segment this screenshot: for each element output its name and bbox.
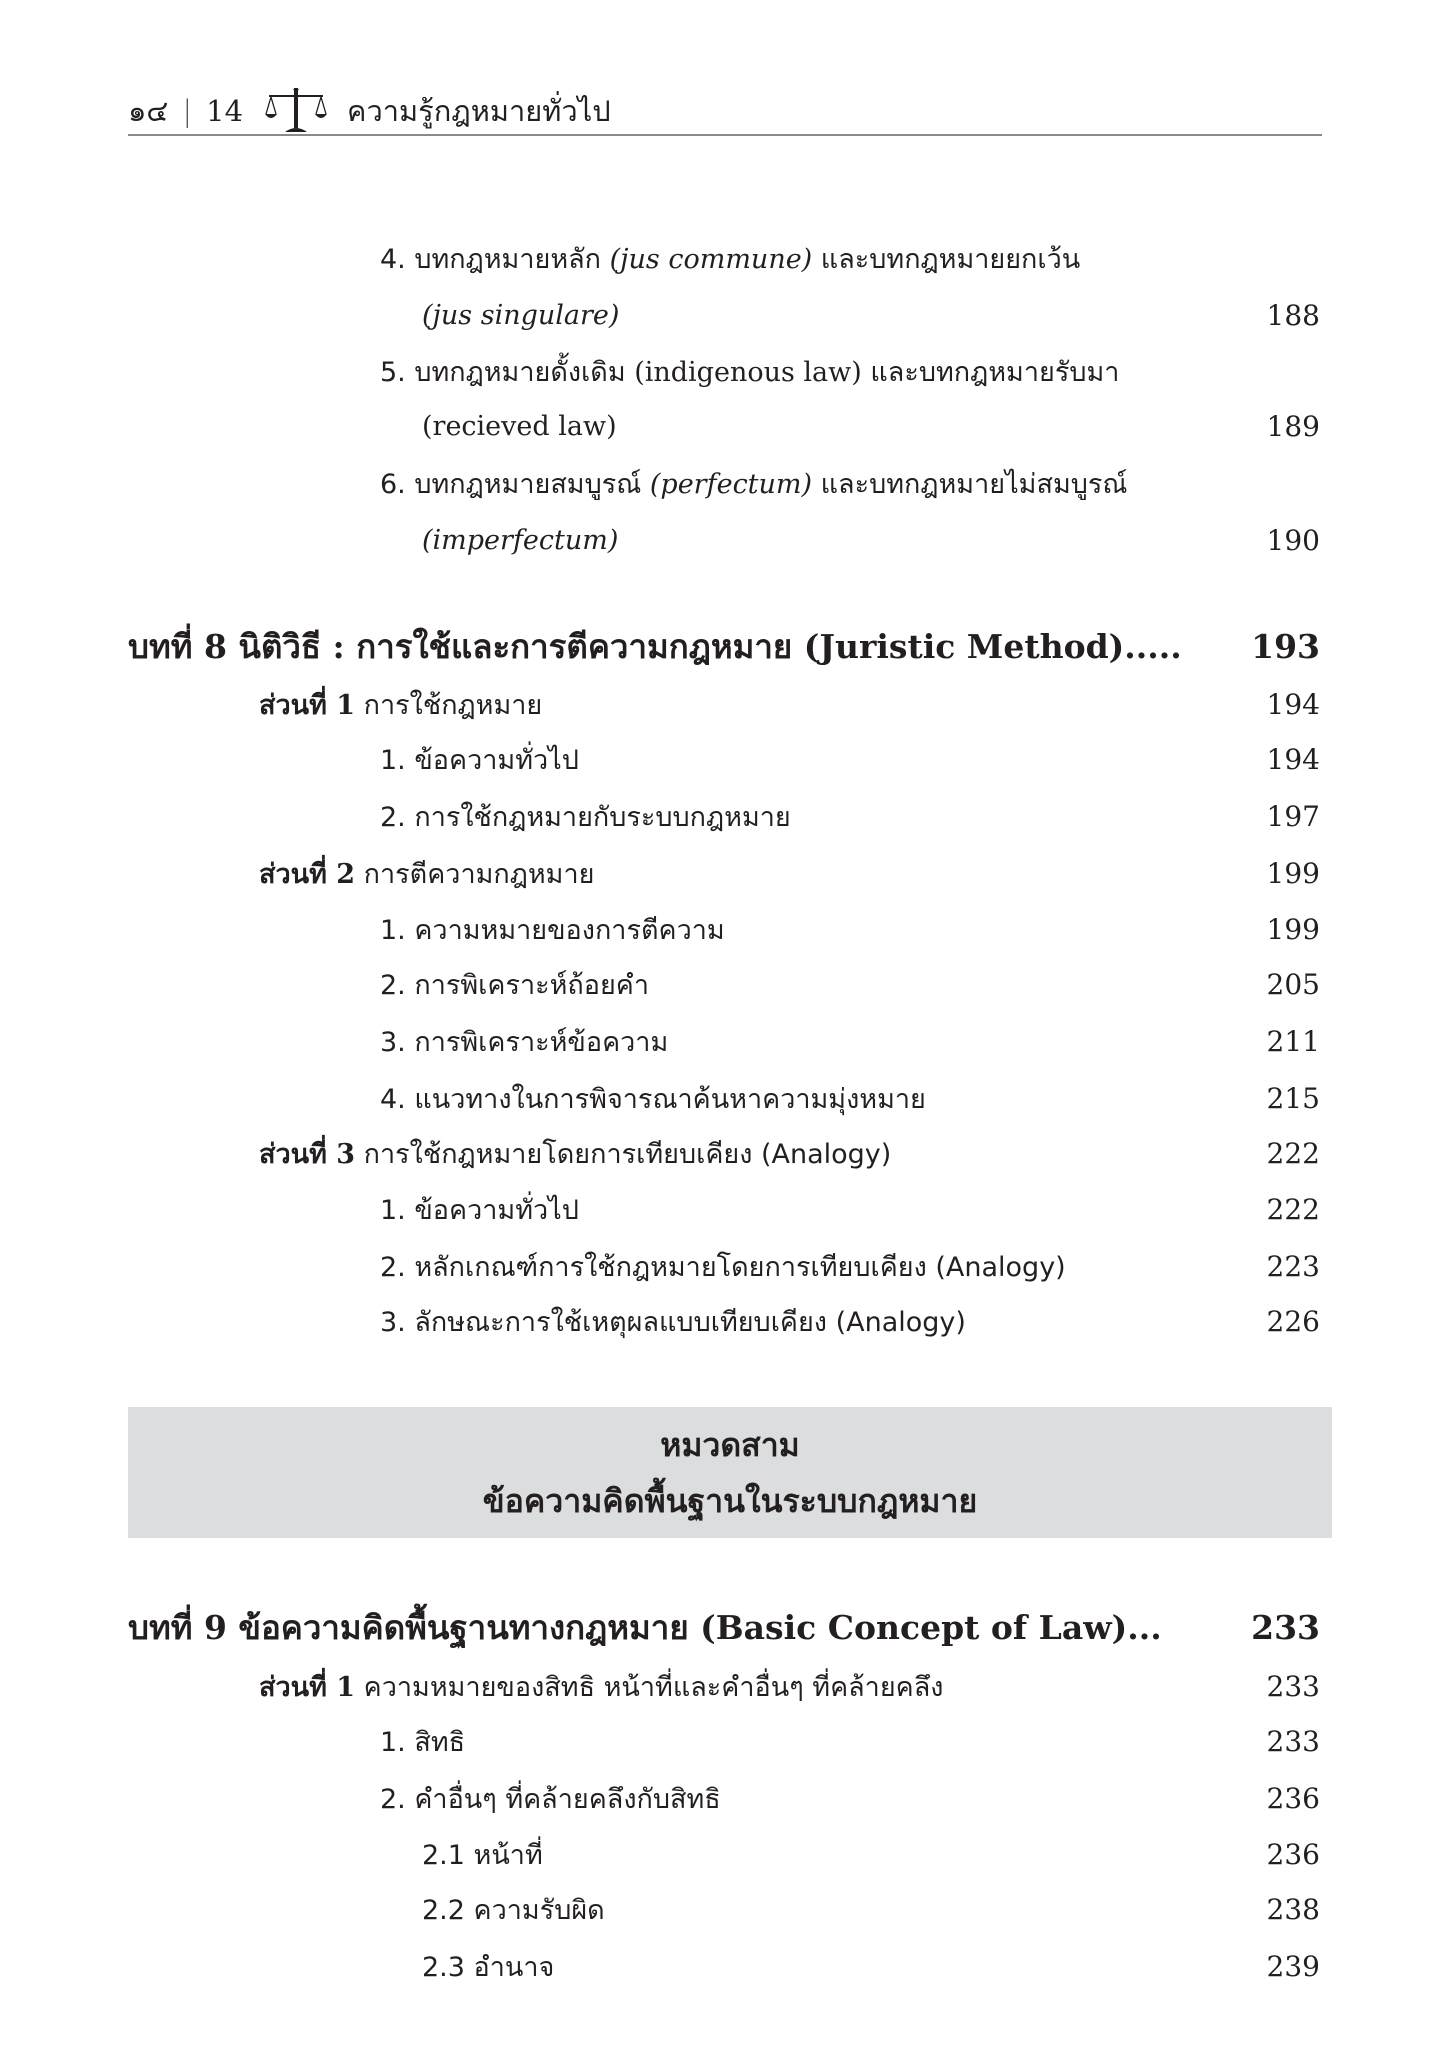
toc-entry[interactable]: 5. บทกฎหมายดั้งเดิม (indigenous law) และบทกฎหมายรับมา <box>380 356 1120 388</box>
toc-section[interactable]: ส่วนที่ 1 การใช้กฎหมาย 194 <box>259 687 1320 721</box>
toc-entry[interactable]: 1. ข้อความทั่วไป 194 <box>380 742 1320 776</box>
part-number: หมวดสาม <box>660 1425 800 1464</box>
page-ref: 190 <box>1266 523 1320 557</box>
toc-entry[interactable]: (imperfectum) 190 <box>422 523 1320 557</box>
header-separator: | <box>182 94 193 128</box>
page-ref: 193 <box>1251 626 1320 666</box>
thai-page-number: ๑๔ <box>128 94 169 128</box>
scales-of-justice-icon <box>265 88 327 134</box>
part-banner <box>128 1407 1332 1538</box>
toc-section[interactable]: ส่วนที่ 2 การตีความกฎหมาย 199 <box>259 856 1320 890</box>
page-ref: 189 <box>1266 409 1320 443</box>
page-ref: 188 <box>1266 298 1320 332</box>
chapter-title: บทที่ 8 นิติวิธี : การใช้และการตีความกฎหมาย (Juristic Method)..... <box>128 626 1182 666</box>
toc-entry[interactable]: (recieved law) 189 <box>422 409 1320 443</box>
toc-chapter-9[interactable] <box>0 1597 1448 1657</box>
toc-entry[interactable]: 2. การพิเคราะห์ถ้อยคำ 205 <box>380 967 1320 1001</box>
page-number: 14 <box>206 94 244 128</box>
toc-entry[interactable]: 3. การพิเคราะห์ข้อความ 211 <box>380 1024 1320 1058</box>
toc-entry[interactable]: 2.2 ความรับผิด 238 <box>422 1892 1320 1926</box>
toc-entry[interactable]: 2.3 อำนาจ 239 <box>422 1949 1320 1983</box>
toc-chapter-8[interactable] <box>0 616 1448 676</box>
running-header <box>128 88 1322 134</box>
page-ref: 233 <box>1251 1607 1320 1647</box>
toc-entry[interactable]: 1. ข้อความทั่วไป 222 <box>380 1192 1320 1226</box>
toc-entry[interactable]: 3. ลักษณะการใช้เหตุผลแบบเทียบเคียง (Analogy) 226 <box>380 1304 1320 1338</box>
toc-entry[interactable]: 6. บทกฎหมายสมบูรณ์ (perfectum) และบทกฎหมายไม่สมบูรณ์ <box>380 468 1128 500</box>
header-rule <box>128 134 1322 136</box>
toc-entry[interactable]: 2. หลักเกณฑ์การใช้กฎหมายโดยการเทียบเคียง (Analogy) 223 <box>380 1249 1320 1283</box>
toc-section[interactable]: ส่วนที่ 1 ความหมายของสิทธิ หน้าที่และคำอื่นๆ ที่คล้ายคลึง 233 <box>259 1669 1320 1703</box>
part-title: ข้อความคิดพื้นฐานในระบบกฎหมาย <box>482 1481 978 1520</box>
toc-entry[interactable]: 2.1 หน้าที่ 236 <box>422 1837 1320 1871</box>
toc-entry[interactable]: 1. ความหมายของการตีความ 199 <box>380 912 1320 946</box>
toc-entry[interactable]: 4. แนวทางในการพิจารณาค้นหาความมุ่งหมาย 215 <box>380 1081 1320 1115</box>
toc-entry[interactable]: 2. การใช้กฎหมายกับระบบกฎหมาย 197 <box>380 799 1320 833</box>
book-title: ความรู้กฎหมายทั่วไป <box>347 94 611 128</box>
toc-entry[interactable]: 1. สิทธิ 233 <box>380 1724 1320 1758</box>
chapter-title: บทที่ 9 ข้อความคิดพื้นฐานทางกฎหมาย (Basic Concept of Law)... <box>128 1607 1162 1647</box>
toc-entry[interactable]: 4. บทกฎหมายหลัก (jus commune) และบทกฎหมายยกเว้น <box>380 243 1081 275</box>
toc-entry[interactable]: (jus singulare) 188 <box>422 298 1320 332</box>
toc-section[interactable]: ส่วนที่ 3 การใช้กฎหมายโดยการเทียบเคียง (Analogy) 222 <box>259 1136 1320 1170</box>
toc-entry[interactable]: 2. คำอื่นๆ ที่คล้ายคลึงกับสิทธิ 236 <box>380 1781 1320 1815</box>
